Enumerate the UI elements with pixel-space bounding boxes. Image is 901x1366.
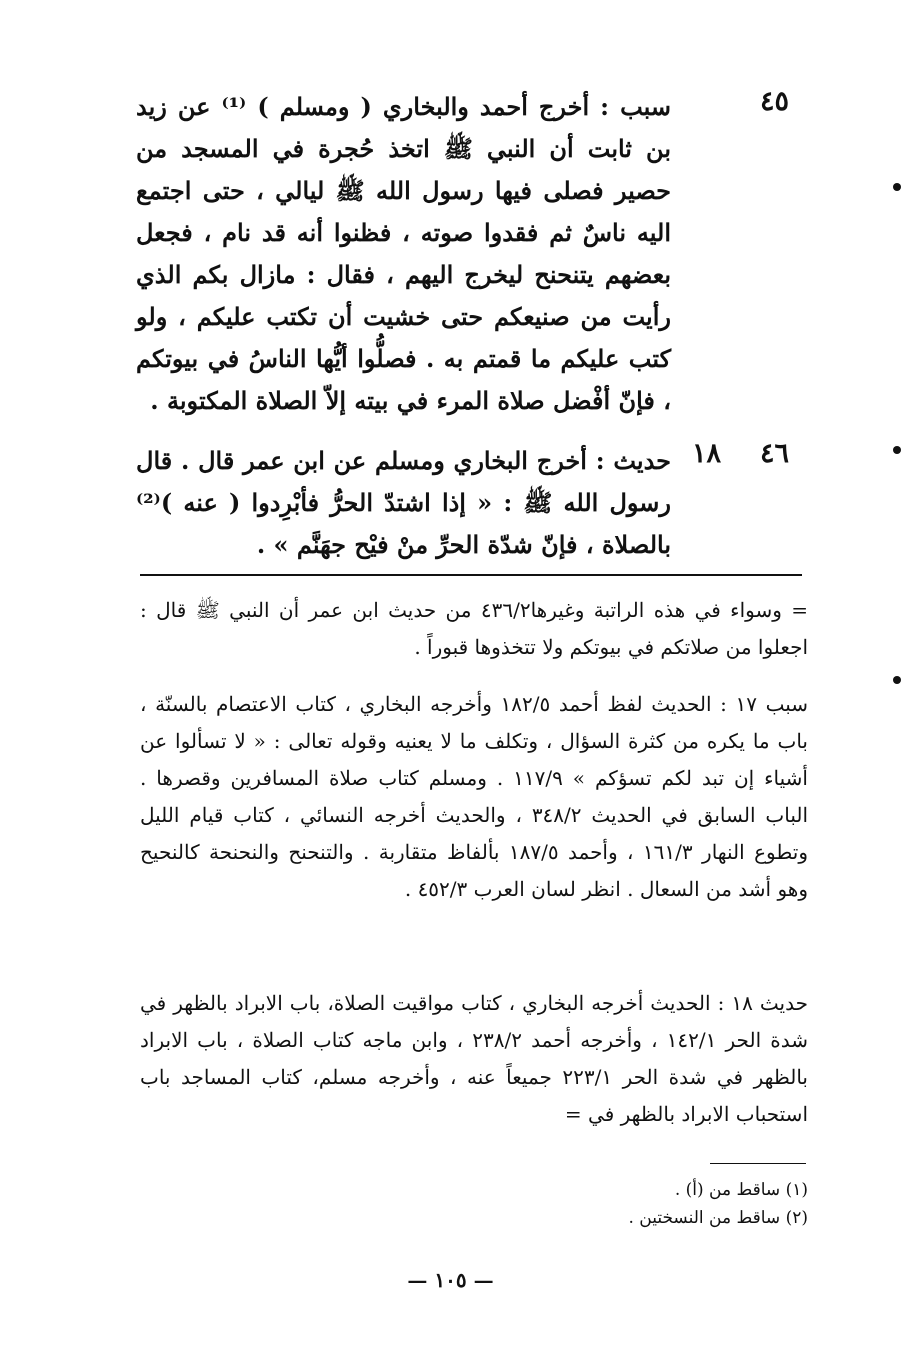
note-sabab-17: سبب ١٧ : الحديث لفظ أحمد ١٨٢/٥ وأخرجه البخاري ، كتاب الاعتصام بالسنّة ، باب ما يكره من كثرة السؤال ، وتكلف ما لا يعنيه وقوله تعالى : « لا تسألوا عن أشياء إن تبد لكم تسؤكم » ١١٧/٩ . ومسلم كتاب صلاة المسافرين وقصرها . الباب السابق في الحديث ٣٤٨/٢ ، والحديث أخرجه النسائي ، كتاب قيام الليل وتطوع النهار ١٦١/٣ ، وأحمد ١٨٧/٥ بألفاظ متقاربة . والتنحنح والنحنحة كالنحيح وهو أشد من السعال . انظر لسان العرب ٤٥٢/٣ . [140,692,808,901]
scan-mark [893,446,901,454]
scan-mark [893,183,901,191]
footnote-1: (١) ساقط من (أ) . [674,1180,808,1200]
hadith-number-18: ١٨ [692,438,722,469]
page-number: — ١٠٥ — [407,1268,494,1292]
hadith-paragraph: حديث : أخرج البخاري ومسلم عن ابن عمر قال . قال رسول الله ﷺ : « إذا اشتدّ الحرُّ فأبْرِدوا ( عنه )⁽²⁾ بالصلاة ، فإنّ شدّة الحرِّ منْ فيْح جهَنَّم » . [136,446,671,559]
footnote-2: (٢) ساقط من النسختين . [628,1208,808,1228]
entry-number-46: ٤٦ [760,438,790,469]
footnotes [140,1176,808,1232]
footnote-divider [710,1163,806,1164]
scan-mark [893,676,901,684]
note-hadith-18: حديث ١٨ : الحديث أخرجه البخاري ، كتاب مواقيت الصلاة، باب الابراد بالظهر في شدة الحر ١٤٢/١ ، وأخرجه أحمد ٢٣٨/٢ ، وابن ماجه كتاب الصلاة ، باب الابراد بالظهر في شدة الحر ٢٢٣/١ جميعاً عنه ، وأخرجه مسلم، كتاب المساجد باب استحباب الابراد بالظهر في = [140,991,808,1126]
sabab-paragraph: سبب : أخرج أحمد والبخاري ( ومسلم ) ⁽¹⁾ عن زيد بن ثابت أن النبي ﷺ اتخذ حُجرة في المسجد من حصير فصلى فيها رسول الله ﷺ ليالي ، حتى اجتمع اليه ناسٌ ثم فقدوا صوته ، فظنوا أنه قد نام ، فجعل بعضهم يتنحنح ليخرج اليهم ، فقال : مازال بكم الذي رأيت من صنيعكم حتى خشيت أن تكتب عليكم ، ولو كتب عليكم ما قمتم به . فصلُّوا أيُّها الناسُ في بيوتكم ، فإنّ أفْضل صلاة المرء في بيته إلاّ الصلاة المكتوبة . [136,92,671,415]
entry-number-45: ٤٥ [760,86,790,117]
section-divider [140,574,802,576]
note-continuation: = وسواء في هذه الراتبة وغيرها٤٣٦/٢ من حديث ابن عمر أن النبي ﷺ قال : اجعلوا من صلاتكم في بيوتكم ولا تتخذوها قبوراً . [140,598,808,659]
